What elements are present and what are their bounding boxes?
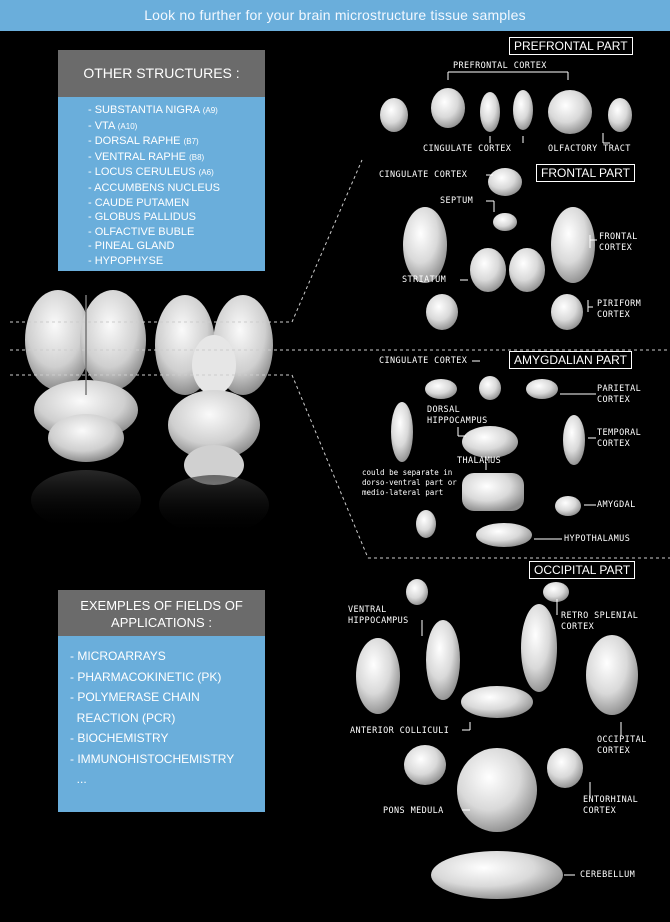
list-item: - CAUDE PUTAMEN	[88, 196, 190, 209]
list-item: - ACCUMBENS NUCLEUS	[88, 181, 221, 194]
label-frontal-cortex-1: FRONTAL	[599, 232, 638, 242]
label-temporal-cortex-2: CORTEX	[597, 439, 631, 449]
list-item: - LOCUS CERULEUS (A6)	[88, 166, 214, 179]
list-item: - SUBSTANTIA NIGRA (A9)	[88, 104, 218, 116]
list-item: - BIOCHEMISTRY	[70, 731, 169, 745]
label-amygdal: AMYGDAL	[597, 500, 636, 510]
applications-title: EXEMPLES OF FIELDS OF APPLICATIONS :	[58, 590, 265, 636]
label-occipital-cortex-2: CORTEX	[597, 746, 631, 756]
brain-ventral-view	[155, 295, 273, 535]
label-dorsal-hippocampus-1: DORSAL	[427, 405, 461, 415]
prefrontal-tissues	[380, 88, 632, 134]
list-item: - HYPOPHYSE	[88, 254, 164, 267]
list-item: REACTION (PCR)	[70, 710, 176, 725]
label-retro-splenial-2: CORTEX	[561, 622, 595, 632]
label-anterior-colliculi: ANTERIOR COLLICULI	[350, 726, 450, 736]
label-cingulate-cortex-prefrontal: CINGULATE CORTEX	[423, 144, 512, 154]
label-entorhinal-cortex-1: ENTORHINAL	[583, 795, 639, 805]
label-entorhinal-cortex-2: CORTEX	[583, 806, 617, 816]
label-piriform-cortex-2: CORTEX	[597, 310, 631, 320]
label-dorsal-hippocampus-2: HIPPOCAMPUS	[427, 416, 488, 426]
label-ventral-hippocampus-2: HIPPOCAMPUS	[348, 616, 409, 626]
list-item: - VENTRAL RAPHE (B8)	[88, 150, 205, 163]
list-item: - IMMUNOHISTOCHEMISTRY	[70, 751, 235, 766]
occipital-tissues	[356, 579, 638, 899]
label-cerebellum: CEREBELLUM	[580, 870, 636, 880]
label-occipital-cortex-1: OCCIPITAL	[597, 735, 647, 745]
label-retro-splenial-1: RETRO SPLENIAL	[561, 611, 639, 621]
label-cingulate-cortex-amygdalian: CINGULATE CORTEX	[379, 356, 468, 366]
other-structures-title: OTHER STRUCTURES :	[58, 50, 265, 97]
label-parietal-cortex-2: CORTEX	[597, 395, 631, 405]
frontal-tissues	[403, 168, 595, 330]
list-item: - OLFACTIVE BUBLE	[88, 225, 195, 238]
label-cingulate-cortex-frontal: CINGULATE CORTEX	[379, 170, 468, 180]
list-item: - DORSAL RAPHE (B7)	[88, 135, 199, 148]
label-temporal-cortex-1: TEMPORAL	[597, 428, 642, 438]
list-item: - PHARMACOKINETIC (PK)	[70, 669, 222, 684]
list-item: - MICROARRAYS	[70, 649, 166, 663]
label-prefrontal-cortex: PREFRONTAL CORTEX	[453, 61, 547, 71]
list-item: - PINEAL GLAND	[88, 240, 175, 253]
thalamus-note: could be separate in dorso-ventral part or medio-lateral part	[362, 468, 457, 497]
label-ventral-hippocampus-1: VENTRAL	[348, 605, 387, 615]
label-pons-medula: PONS MEDULA	[383, 806, 444, 816]
label-striatum: STRIATUM	[402, 275, 447, 285]
brain-dorsal-view	[25, 290, 146, 530]
occipital-part-title: OCCIPITAL PART	[529, 561, 635, 579]
list-item: - GLOBUS PALLIDUS	[88, 211, 196, 224]
list-item: ...	[70, 772, 87, 786]
label-hypothalamus: HYPOTHALAMUS	[564, 534, 631, 544]
prefrontal-part-title: PREFRONTAL PART	[509, 37, 633, 55]
label-septum: SEPTUM	[440, 196, 474, 206]
list-item: - POLYMERASE CHAIN	[70, 690, 200, 704]
top-banner: Look no further for your brain microstructure tissue samples	[0, 0, 670, 31]
amygdalian-part-title: AMYGDALIAN PART	[509, 351, 632, 369]
label-olfactory-tract: OLFACTORY TRACT	[548, 144, 631, 154]
label-piriform-cortex-1: PIRIFORM	[597, 299, 642, 309]
frontal-part-title: FRONTAL PART	[536, 164, 635, 182]
label-thalamus: THALAMUS	[457, 456, 502, 466]
label-parietal-cortex-1: PARIETAL	[597, 384, 642, 394]
list-item: - VTA (A10)	[88, 119, 138, 132]
label-frontal-cortex-2: CORTEX	[599, 243, 633, 253]
